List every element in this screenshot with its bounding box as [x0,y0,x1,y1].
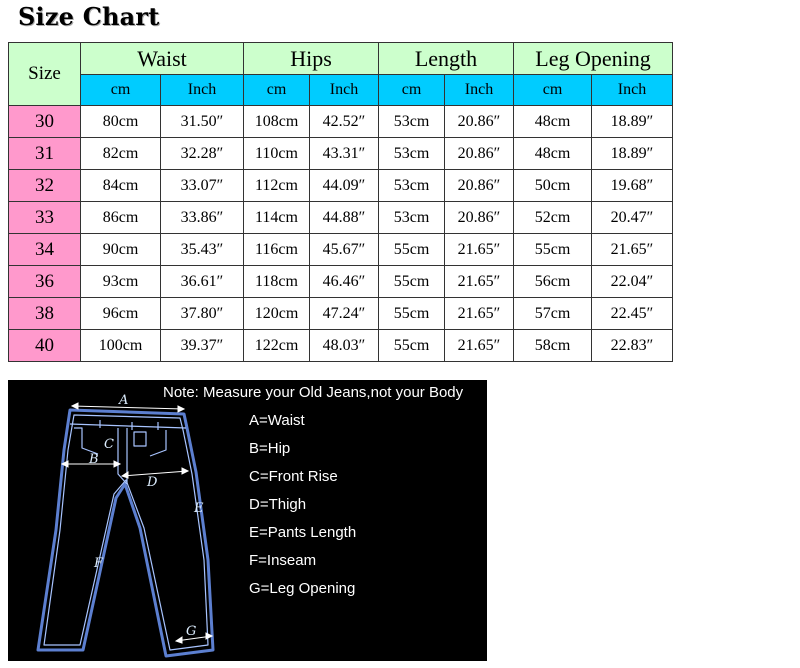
value-cell: 31.50″ [161,106,244,138]
legend-pants-length: E=Pants Length [249,524,357,541]
value-cell: 20.86″ [445,138,514,170]
unit-header: Inch [310,75,379,106]
table-header-row [9,43,673,75]
value-cell: 20.86″ [445,106,514,138]
value-cell: 20.86″ [445,170,514,202]
legend-inseam: F=Inseam [249,552,317,569]
size-cell: 36 [9,266,81,298]
value-cell: 56cm [514,266,592,298]
unit-header-row [9,75,673,106]
value-cell: 118cm [244,266,310,298]
value-cell: 57cm [514,298,592,330]
value-cell: 84cm [81,170,161,202]
diagram-letter-f: F [94,556,104,571]
value-cell: 112cm [244,170,310,202]
value-cell: 43.31″ [310,138,379,170]
value-cell: 21.65″ [445,234,514,266]
value-cell: 116cm [244,234,310,266]
table-row [9,170,673,202]
size-cell: 40 [9,330,81,362]
value-cell: 82cm [81,138,161,170]
value-cell: 86cm [81,202,161,234]
size-chart-table [8,42,673,362]
value-cell: 55cm [514,234,592,266]
value-cell: 18.89″ [592,138,673,170]
table-row [9,234,673,266]
value-cell: 35.43″ [161,234,244,266]
value-cell: 108cm [244,106,310,138]
measurement-note: Note: Measure your Old Jeans,not your Body [163,384,464,401]
value-cell: 55cm [379,298,445,330]
value-cell: 33.07″ [161,170,244,202]
value-cell: 20.86″ [445,202,514,234]
value-cell: 53cm [379,138,445,170]
legend-front-rise: C=Front Rise [249,468,338,485]
legend-waist: A=Waist [249,412,305,429]
value-cell: 21.65″ [445,330,514,362]
value-cell: 39.37″ [161,330,244,362]
value-cell: 33.86″ [161,202,244,234]
table-row [9,298,673,330]
size-header: Size [9,43,81,106]
value-cell: 48.03″ [310,330,379,362]
value-cell: 21.65″ [445,266,514,298]
table-row [9,266,673,298]
size-cell: 34 [9,234,81,266]
unit-header: cm [244,75,310,106]
value-cell: 46.46″ [310,266,379,298]
value-cell: 53cm [379,202,445,234]
value-cell: 48cm [514,138,592,170]
value-cell: 96cm [81,298,161,330]
size-cell: 32 [9,170,81,202]
unit-header: cm [514,75,592,106]
value-cell: 52cm [514,202,592,234]
legend-thigh: D=Thigh [249,496,307,513]
value-cell: 110cm [244,138,310,170]
value-cell: 80cm [81,106,161,138]
diagram-letter-c: C [104,437,114,452]
value-cell: 100cm [81,330,161,362]
measurement-diagram [8,380,487,661]
value-cell: 22.04″ [592,266,673,298]
value-cell: 120cm [244,298,310,330]
value-cell: 19.68″ [592,170,673,202]
diagram-letter-b: B [89,452,99,467]
size-cell: 30 [9,106,81,138]
value-cell: 22.45″ [592,298,673,330]
unit-header: cm [379,75,445,106]
value-cell: 114cm [244,202,310,234]
value-cell: 55cm [379,266,445,298]
group-header-leg-opening: Leg Opening [514,43,673,75]
diagram-letter-d: D [147,475,158,490]
value-cell: 21.65″ [592,234,673,266]
value-cell: 55cm [379,330,445,362]
value-cell: 44.88″ [310,202,379,234]
unit-header: cm [81,75,161,106]
value-cell: 42.52″ [310,106,379,138]
size-cell: 38 [9,298,81,330]
value-cell: 93cm [81,266,161,298]
value-cell: 20.47″ [592,202,673,234]
table-row [9,202,673,234]
group-header-hips: Hips [244,43,379,75]
value-cell: 18.89″ [592,106,673,138]
value-cell: 122cm [244,330,310,362]
value-cell: 53cm [379,106,445,138]
value-cell: 47.24″ [310,298,379,330]
diagram-letter-g: G [186,624,197,639]
group-header-waist: Waist [81,43,244,75]
value-cell: 36.61″ [161,266,244,298]
value-cell: 37.80″ [161,298,244,330]
value-cell: 53cm [379,170,445,202]
unit-header: Inch [445,75,514,106]
value-cell: 45.67″ [310,234,379,266]
size-cell: 31 [9,138,81,170]
value-cell: 48cm [514,106,592,138]
unit-header: Inch [161,75,244,106]
jeans-illustration [8,380,248,661]
value-cell: 55cm [379,234,445,266]
group-header-length: Length [379,43,514,75]
legend-leg-opening: G=Leg Opening [249,580,356,597]
page-title: Size Chart [18,2,160,31]
diagram-letter-a: A [119,393,129,408]
value-cell: 58cm [514,330,592,362]
value-cell: 50cm [514,170,592,202]
legend-hip: B=Hip [249,440,291,457]
value-cell: 32.28″ [161,138,244,170]
size-cell: 33 [9,202,81,234]
value-cell: 22.83″ [592,330,673,362]
table-row [9,330,673,362]
table-row [9,106,673,138]
value-cell: 21.65″ [445,298,514,330]
unit-header: Inch [592,75,673,106]
table-row [9,138,673,170]
value-cell: 90cm [81,234,161,266]
value-cell: 44.09″ [310,170,379,202]
diagram-letter-e: E [194,501,204,516]
